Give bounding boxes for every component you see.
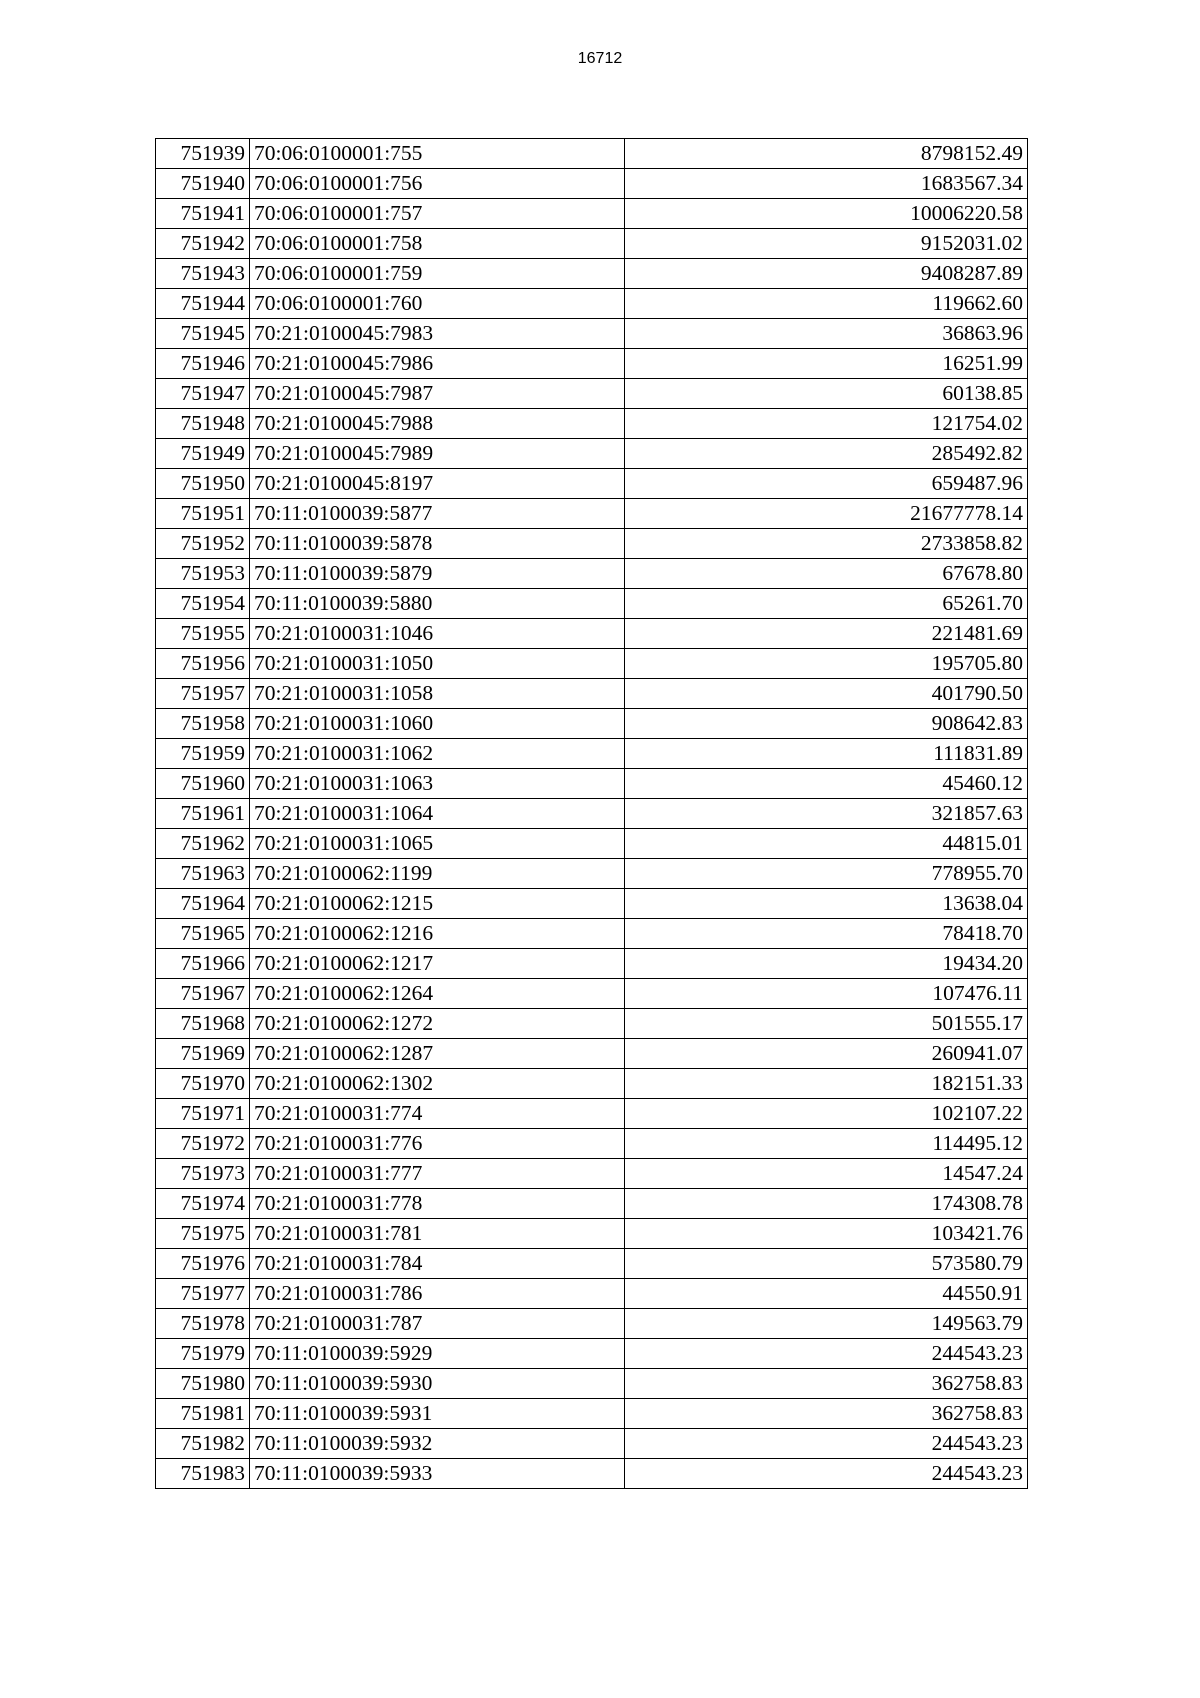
table-row xyxy=(156,1189,1028,1219)
cadastral-value-cell: 221481.69 xyxy=(625,619,1028,649)
cadastral-value-cell: 111831.89 xyxy=(625,739,1028,769)
row-number-cell: 751965 xyxy=(156,919,250,949)
row-number-cell: 751981 xyxy=(156,1399,250,1429)
table-row xyxy=(156,169,1028,199)
table-row xyxy=(156,1159,1028,1189)
row-number-cell: 751967 xyxy=(156,979,250,1009)
table-row xyxy=(156,379,1028,409)
cadastral-number-cell: 70:21:0100031:1065 xyxy=(250,829,625,859)
cadastral-number-cell: 70:21:0100062:1302 xyxy=(250,1069,625,1099)
cadastral-value-cell: 8798152.49 xyxy=(625,139,1028,169)
cadastral-number-cell: 70:06:0100001:758 xyxy=(250,229,625,259)
cadastral-number-cell: 70:21:0100045:8197 xyxy=(250,469,625,499)
table-row xyxy=(156,769,1028,799)
row-number-cell: 751956 xyxy=(156,649,250,679)
cadastral-value-cell: 44815.01 xyxy=(625,829,1028,859)
table-row xyxy=(156,619,1028,649)
cadastral-number-cell: 70:21:0100031:1046 xyxy=(250,619,625,649)
table-row xyxy=(156,919,1028,949)
row-number-cell: 751950 xyxy=(156,469,250,499)
cadastral-number-cell: 70:21:0100031:1060 xyxy=(250,709,625,739)
row-number-cell: 751949 xyxy=(156,439,250,469)
cadastral-number-cell: 70:21:0100031:1058 xyxy=(250,679,625,709)
cadastral-number-cell: 70:06:0100001:760 xyxy=(250,289,625,319)
table-row xyxy=(156,199,1028,229)
table-row xyxy=(156,439,1028,469)
cadastral-number-cell: 70:11:0100039:5930 xyxy=(250,1369,625,1399)
table-row xyxy=(156,349,1028,379)
cadastral-number-cell: 70:21:0100045:7983 xyxy=(250,319,625,349)
table-row xyxy=(156,1279,1028,1309)
cadastral-value-cell: 285492.82 xyxy=(625,439,1028,469)
row-number-cell: 751972 xyxy=(156,1129,250,1159)
row-number-cell: 751947 xyxy=(156,379,250,409)
cadastral-number-cell: 70:21:0100045:7986 xyxy=(250,349,625,379)
cadastral-number-cell: 70:21:0100062:1287 xyxy=(250,1039,625,1069)
row-number-cell: 751974 xyxy=(156,1189,250,1219)
cadastral-number-cell: 70:21:0100031:1063 xyxy=(250,769,625,799)
cadastral-value-cell: 16251.99 xyxy=(625,349,1028,379)
row-number-cell: 751954 xyxy=(156,589,250,619)
row-number-cell: 751975 xyxy=(156,1219,250,1249)
cadastral-number-cell: 70:21:0100062:1264 xyxy=(250,979,625,1009)
row-number-cell: 751957 xyxy=(156,679,250,709)
row-number-cell: 751940 xyxy=(156,169,250,199)
table-row xyxy=(156,1129,1028,1159)
cadastral-value-cell: 908642.83 xyxy=(625,709,1028,739)
cadastral-value-cell: 174308.78 xyxy=(625,1189,1028,1219)
table-row xyxy=(156,679,1028,709)
cadastral-number-cell: 70:11:0100039:5929 xyxy=(250,1339,625,1369)
table-row xyxy=(156,1039,1028,1069)
cadastral-number-cell: 70:11:0100039:5931 xyxy=(250,1399,625,1429)
table-row xyxy=(156,469,1028,499)
cadastral-number-cell: 70:21:0100062:1217 xyxy=(250,949,625,979)
cadastral-value-cell: 36863.96 xyxy=(625,319,1028,349)
table-row xyxy=(156,709,1028,739)
row-number-cell: 751945 xyxy=(156,319,250,349)
cadastral-number-cell: 70:21:0100031:778 xyxy=(250,1189,625,1219)
cadastral-number-cell: 70:21:0100062:1216 xyxy=(250,919,625,949)
cadastral-number-cell: 70:11:0100039:5932 xyxy=(250,1429,625,1459)
row-number-cell: 751953 xyxy=(156,559,250,589)
cadastral-value-cell: 260941.07 xyxy=(625,1039,1028,1069)
row-number-cell: 751980 xyxy=(156,1369,250,1399)
cadastral-number-cell: 70:11:0100039:5879 xyxy=(250,559,625,589)
cadastral-value-cell: 9408287.89 xyxy=(625,259,1028,289)
cadastral-value-cell: 573580.79 xyxy=(625,1249,1028,1279)
cadastral-number-cell: 70:21:0100031:777 xyxy=(250,1159,625,1189)
cadastral-value-cell: 121754.02 xyxy=(625,409,1028,439)
row-number-cell: 751969 xyxy=(156,1039,250,1069)
table-row xyxy=(156,979,1028,1009)
cadastral-number-cell: 70:21:0100031:786 xyxy=(250,1279,625,1309)
row-number-cell: 751959 xyxy=(156,739,250,769)
cadastral-number-cell: 70:21:0100062:1272 xyxy=(250,1009,625,1039)
cadastral-number-cell: 70:21:0100031:1062 xyxy=(250,739,625,769)
cadastral-value-cell: 78418.70 xyxy=(625,919,1028,949)
row-number-cell: 751939 xyxy=(156,139,250,169)
table-row xyxy=(156,139,1028,169)
table-row xyxy=(156,1429,1028,1459)
row-number-cell: 751971 xyxy=(156,1099,250,1129)
cadastral-value-cell: 182151.33 xyxy=(625,1069,1028,1099)
table-row xyxy=(156,589,1028,619)
cadastral-value-cell: 195705.80 xyxy=(625,649,1028,679)
table-row xyxy=(156,409,1028,439)
cadastral-value-cell: 65261.70 xyxy=(625,589,1028,619)
row-number-cell: 751962 xyxy=(156,829,250,859)
cadastral-number-cell: 70:11:0100039:5878 xyxy=(250,529,625,559)
cadastral-value-cell: 244543.23 xyxy=(625,1429,1028,1459)
table-row xyxy=(156,829,1028,859)
row-number-cell: 751970 xyxy=(156,1069,250,1099)
cadastral-value-cell: 60138.85 xyxy=(625,379,1028,409)
cadastral-value-cell: 45460.12 xyxy=(625,769,1028,799)
cadastral-number-cell: 70:21:0100031:774 xyxy=(250,1099,625,1129)
cadastral-value-cell: 19434.20 xyxy=(625,949,1028,979)
row-number-cell: 751941 xyxy=(156,199,250,229)
cadastral-value-cell: 321857.63 xyxy=(625,799,1028,829)
cadastral-value-cell: 362758.83 xyxy=(625,1369,1028,1399)
row-number-cell: 751973 xyxy=(156,1159,250,1189)
table-row xyxy=(156,1069,1028,1099)
row-number-cell: 751966 xyxy=(156,949,250,979)
cadastral-value-cell: 103421.76 xyxy=(625,1219,1028,1249)
table-row xyxy=(156,259,1028,289)
cadastral-value-cell: 9152031.02 xyxy=(625,229,1028,259)
row-number-cell: 751955 xyxy=(156,619,250,649)
cadastral-value-cell: 107476.11 xyxy=(625,979,1028,1009)
cadastral-number-cell: 70:11:0100039:5877 xyxy=(250,499,625,529)
table-row xyxy=(156,1339,1028,1369)
cadastral-value-cell: 44550.91 xyxy=(625,1279,1028,1309)
cadastral-number-cell: 70:11:0100039:5933 xyxy=(250,1459,625,1489)
cadastral-value-cell: 244543.23 xyxy=(625,1339,1028,1369)
row-number-cell: 751982 xyxy=(156,1429,250,1459)
row-number-cell: 751960 xyxy=(156,769,250,799)
cadastral-number-cell: 70:21:0100062:1215 xyxy=(250,889,625,919)
table-row xyxy=(156,289,1028,319)
cadastral-number-cell: 70:21:0100062:1199 xyxy=(250,859,625,889)
cadastral-value-cell: 21677778.14 xyxy=(625,499,1028,529)
table-row xyxy=(156,1009,1028,1039)
row-number-cell: 751944 xyxy=(156,289,250,319)
cadastral-number-cell: 70:21:0100031:1064 xyxy=(250,799,625,829)
cadastral-value-cell: 67678.80 xyxy=(625,559,1028,589)
cadastral-number-cell: 70:21:0100031:776 xyxy=(250,1129,625,1159)
cadastral-value-cell: 659487.96 xyxy=(625,469,1028,499)
cadastral-number-cell: 70:21:0100031:1050 xyxy=(250,649,625,679)
cadastral-value-cell: 119662.60 xyxy=(625,289,1028,319)
cadastral-value-cell: 102107.22 xyxy=(625,1099,1028,1129)
cadastral-number-cell: 70:21:0100031:787 xyxy=(250,1309,625,1339)
row-number-cell: 751983 xyxy=(156,1459,250,1489)
cadastral-value-cell: 401790.50 xyxy=(625,679,1028,709)
cadastral-number-cell: 70:21:0100031:784 xyxy=(250,1249,625,1279)
cadastral-value-cell: 13638.04 xyxy=(625,889,1028,919)
cadastral-number-cell: 70:21:0100045:7987 xyxy=(250,379,625,409)
cadastral-value-cell: 2733858.82 xyxy=(625,529,1028,559)
cadastral-number-cell: 70:06:0100001:755 xyxy=(250,139,625,169)
row-number-cell: 751943 xyxy=(156,259,250,289)
table-row xyxy=(156,799,1028,829)
row-number-cell: 751964 xyxy=(156,889,250,919)
cadastral-number-cell: 70:06:0100001:756 xyxy=(250,169,625,199)
table-row xyxy=(156,1459,1028,1489)
table-row xyxy=(156,1099,1028,1129)
cadastral-value-cell: 10006220.58 xyxy=(625,199,1028,229)
cadastral-value-cell: 114495.12 xyxy=(625,1129,1028,1159)
row-number-cell: 751979 xyxy=(156,1339,250,1369)
table-row xyxy=(156,859,1028,889)
table-row xyxy=(156,1399,1028,1429)
cadastral-value-cell: 362758.83 xyxy=(625,1399,1028,1429)
table-row xyxy=(156,889,1028,919)
table-row xyxy=(156,649,1028,679)
table-row xyxy=(156,739,1028,769)
cadastral-number-cell: 70:11:0100039:5880 xyxy=(250,589,625,619)
row-number-cell: 751961 xyxy=(156,799,250,829)
cadastral-value-cell: 1683567.34 xyxy=(625,169,1028,199)
row-number-cell: 751948 xyxy=(156,409,250,439)
row-number-cell: 751942 xyxy=(156,229,250,259)
cadastral-number-cell: 70:21:0100045:7989 xyxy=(250,439,625,469)
table-row xyxy=(156,1219,1028,1249)
cadastral-value-table xyxy=(155,138,1028,1489)
cadastral-value-cell: 244543.23 xyxy=(625,1459,1028,1489)
table-row xyxy=(156,229,1028,259)
row-number-cell: 751952 xyxy=(156,529,250,559)
row-number-cell: 751976 xyxy=(156,1249,250,1279)
row-number-cell: 751978 xyxy=(156,1309,250,1339)
cadastral-number-cell: 70:06:0100001:757 xyxy=(250,199,625,229)
page-number: 16712 xyxy=(577,50,623,67)
table-body xyxy=(156,139,1028,1489)
cadastral-number-cell: 70:21:0100045:7988 xyxy=(250,409,625,439)
cadastral-value-cell: 14547.24 xyxy=(625,1159,1028,1189)
row-number-cell: 751951 xyxy=(156,499,250,529)
row-number-cell: 751946 xyxy=(156,349,250,379)
cadastral-number-cell: 70:06:0100001:759 xyxy=(250,259,625,289)
table-row xyxy=(156,559,1028,589)
cadastral-value-cell: 501555.17 xyxy=(625,1009,1028,1039)
table-row xyxy=(156,1309,1028,1339)
row-number-cell: 751977 xyxy=(156,1279,250,1309)
row-number-cell: 751958 xyxy=(156,709,250,739)
cadastral-value-cell: 149563.79 xyxy=(625,1309,1028,1339)
table-row xyxy=(156,1369,1028,1399)
cadastral-number-cell: 70:21:0100031:781 xyxy=(250,1219,625,1249)
row-number-cell: 751968 xyxy=(156,1009,250,1039)
table-row xyxy=(156,319,1028,349)
table-row xyxy=(156,1249,1028,1279)
row-number-cell: 751963 xyxy=(156,859,250,889)
table-row xyxy=(156,499,1028,529)
table-row xyxy=(156,949,1028,979)
cadastral-value-cell: 778955.70 xyxy=(625,859,1028,889)
table-row xyxy=(156,529,1028,559)
